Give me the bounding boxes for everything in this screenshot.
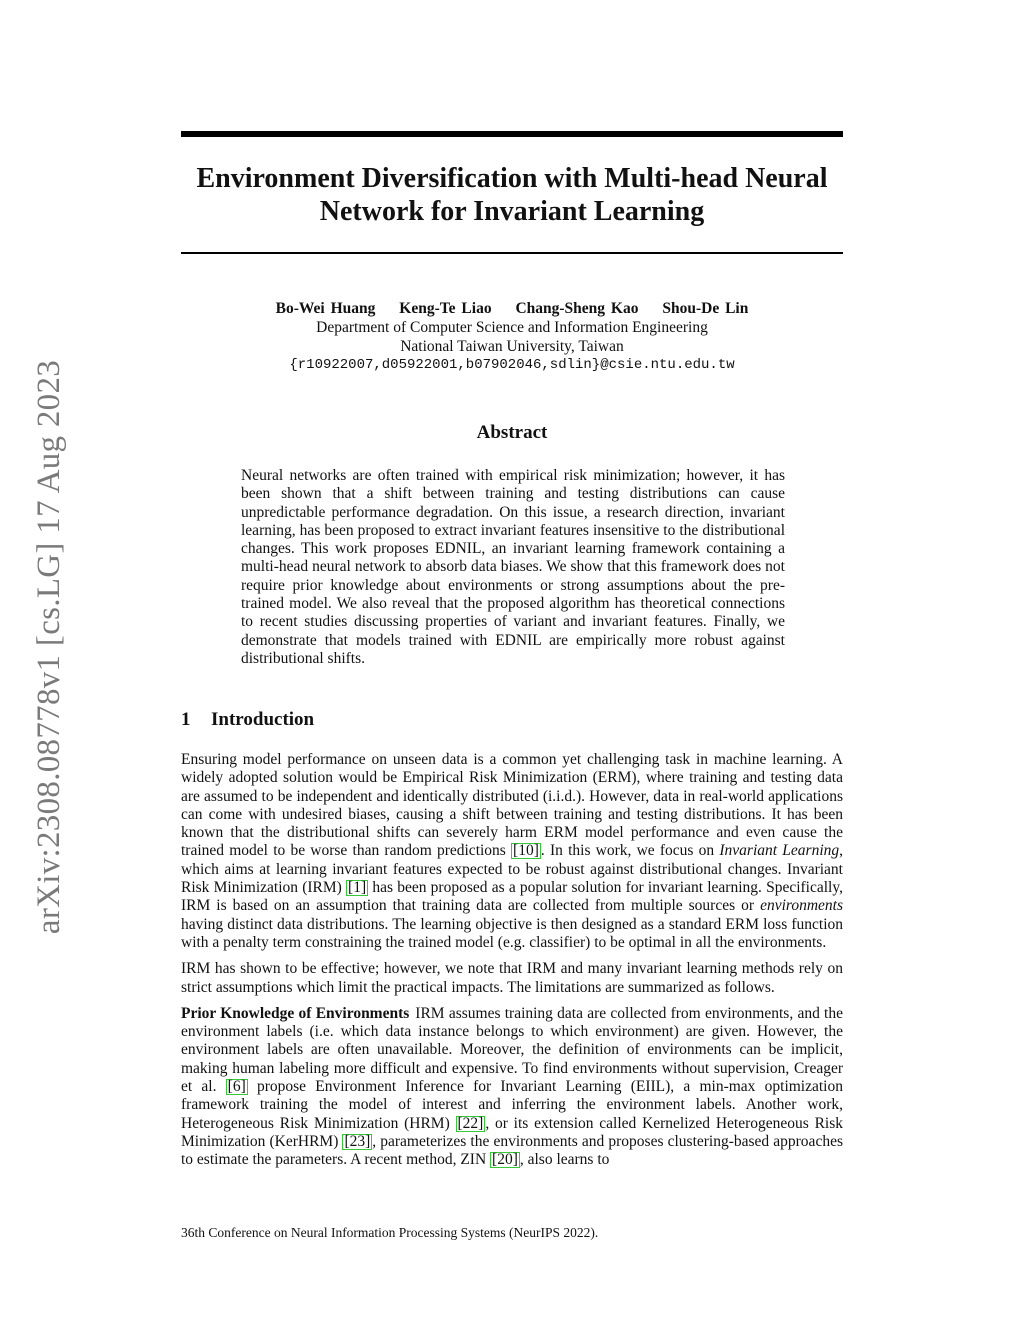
arxiv-sidebar (30, 347, 68, 947)
arxiv-identifier: arXiv:2308.08778v1 [cs.LG] 17 Aug 2023 (31, 359, 67, 935)
paragraph (181, 1005, 843, 1170)
author-block (181, 299, 843, 375)
text-run: has been proposed as a popular solution for invariant learning. Specifically, IRM is based on an assumption that training data are collected from multiple sources or (181, 879, 843, 915)
affiliation: Department of Computer Science and Information Engineering (316, 319, 708, 336)
emphasis-text: environments (760, 897, 843, 915)
paragraph (181, 751, 843, 952)
paragraph: IRM has shown to be effective; however, we note that IRM and many invariant learning methods rely on strict assumptions which limit the practical impacts. The limitations are summarized as follows. (181, 960, 843, 996)
citation-link[interactable]: [6] (227, 1078, 246, 1096)
section-title: Introduction (211, 709, 315, 730)
text-run: propose Environment Inference for Invariant Learning (EIIL), a min-max optimization framework training the model of interest and inferring the environment labels. Another work, Heterogeneous Risk Minimization (HRM) (181, 1078, 843, 1132)
author-name: Keng-Te Liao (399, 300, 492, 317)
citation-link[interactable]: [1] (348, 879, 367, 897)
emphasis-text: Invariant Learning (719, 842, 840, 860)
conference-footnote: 36th Conference on Neural Information Processing Systems (NeurIPS 2022). (181, 1225, 599, 1240)
text-run: . In this work, we focus on (540, 842, 720, 860)
text-run: Ensuring model performance on unseen data is a common yet challenging task in machine learning. A widely adopted solution would be Empirical Risk Minimization (ERM), where training and testing data are assumed to be independent and identically distributed (i.i.d.). However, data in real-world applications can come with undesired biases, causing a shift between training and testing distributions. It has been known that the distributional shifts can severely harm ERM model performance and even cause the trained model to be worse than random predictions (181, 751, 843, 860)
title-bottom-rule (181, 252, 843, 254)
paper-title: Environment Diversification with Multi-head Neural Network for Invariant Learning (196, 163, 828, 227)
text-run: , which aims at learning invariant features expected to be robust against distributional changes. Invariant Risk Minimization (IRM) (181, 842, 843, 897)
section-heading-introduction (181, 709, 843, 731)
citation-link[interactable]: [22] (457, 1114, 484, 1132)
title-top-rule (181, 131, 843, 137)
text-run: , parameterizes the environments and proposes clustering-based approaches to estimate the parameters. A recent method, ZIN (181, 1132, 843, 1169)
introduction-body (181, 751, 843, 1178)
citation-link[interactable]: [20] (492, 1151, 518, 1169)
text-run: , also learns to (519, 1151, 610, 1169)
author-name: Chang-Sheng Kao (515, 300, 639, 317)
university: National Taiwan University, Taiwan (400, 338, 624, 355)
text-run: , or its extension called Kernelized Heterogeneous Risk Minimization (KerHRM) (181, 1114, 843, 1150)
section-number: 1 (181, 709, 191, 730)
text-run: IRM assumes training data are collected from environments, and the environment labels (i.e. which data instance belongs to which environment) are given. However, the environment labels are often unavailable. Moreover, the definition of environments can be implicit, making human labeling more difficult and expensive. To find environments without supervision, Creager et al. (181, 1004, 843, 1096)
author-emails: {r10922007,d05922001,b07902046,sdlin}@csie.ntu.edu.tw (289, 357, 735, 373)
author-name: Bo-Wei Huang (275, 300, 376, 317)
citation-link[interactable]: [10] (513, 842, 539, 860)
text-run: having distinct data distributions. The learning objective is then designed as a standard ERM loss function with a penalty term constraining the trained model (e.g. classifier) to be optimal in all the environments. (181, 915, 843, 951)
author-list (181, 299, 843, 318)
abstract-text: Neural networks are often trained with empirical risk minimization; however, it has been shown that a shift between training and testing distributions can cause unpredictable performance degradation. On this issue, a research direction, invariant learning, has been proposed to extract invariant features insensitive to the distributional changes. This work proposes EDNIL, an invariant learning framework containing a multi-head neural network to absorb data biases. We show that this framework does not require prior knowledge about environments or strong assumptions about the pre-trained model. We also reveal that the proposed algorithm has theoretical connections to recent studies discussing properties of variant and invariant features. Finally, we demonstrate that models trained with EDNIL are empirically more robust against distributional shifts. (241, 467, 785, 667)
citation-link[interactable]: [23] (344, 1132, 371, 1150)
paragraph-heading: Prior Knowledge of Environments (181, 1004, 410, 1022)
abstract-heading: Abstract (476, 422, 548, 443)
author-name: Shou-De Lin (662, 300, 749, 317)
